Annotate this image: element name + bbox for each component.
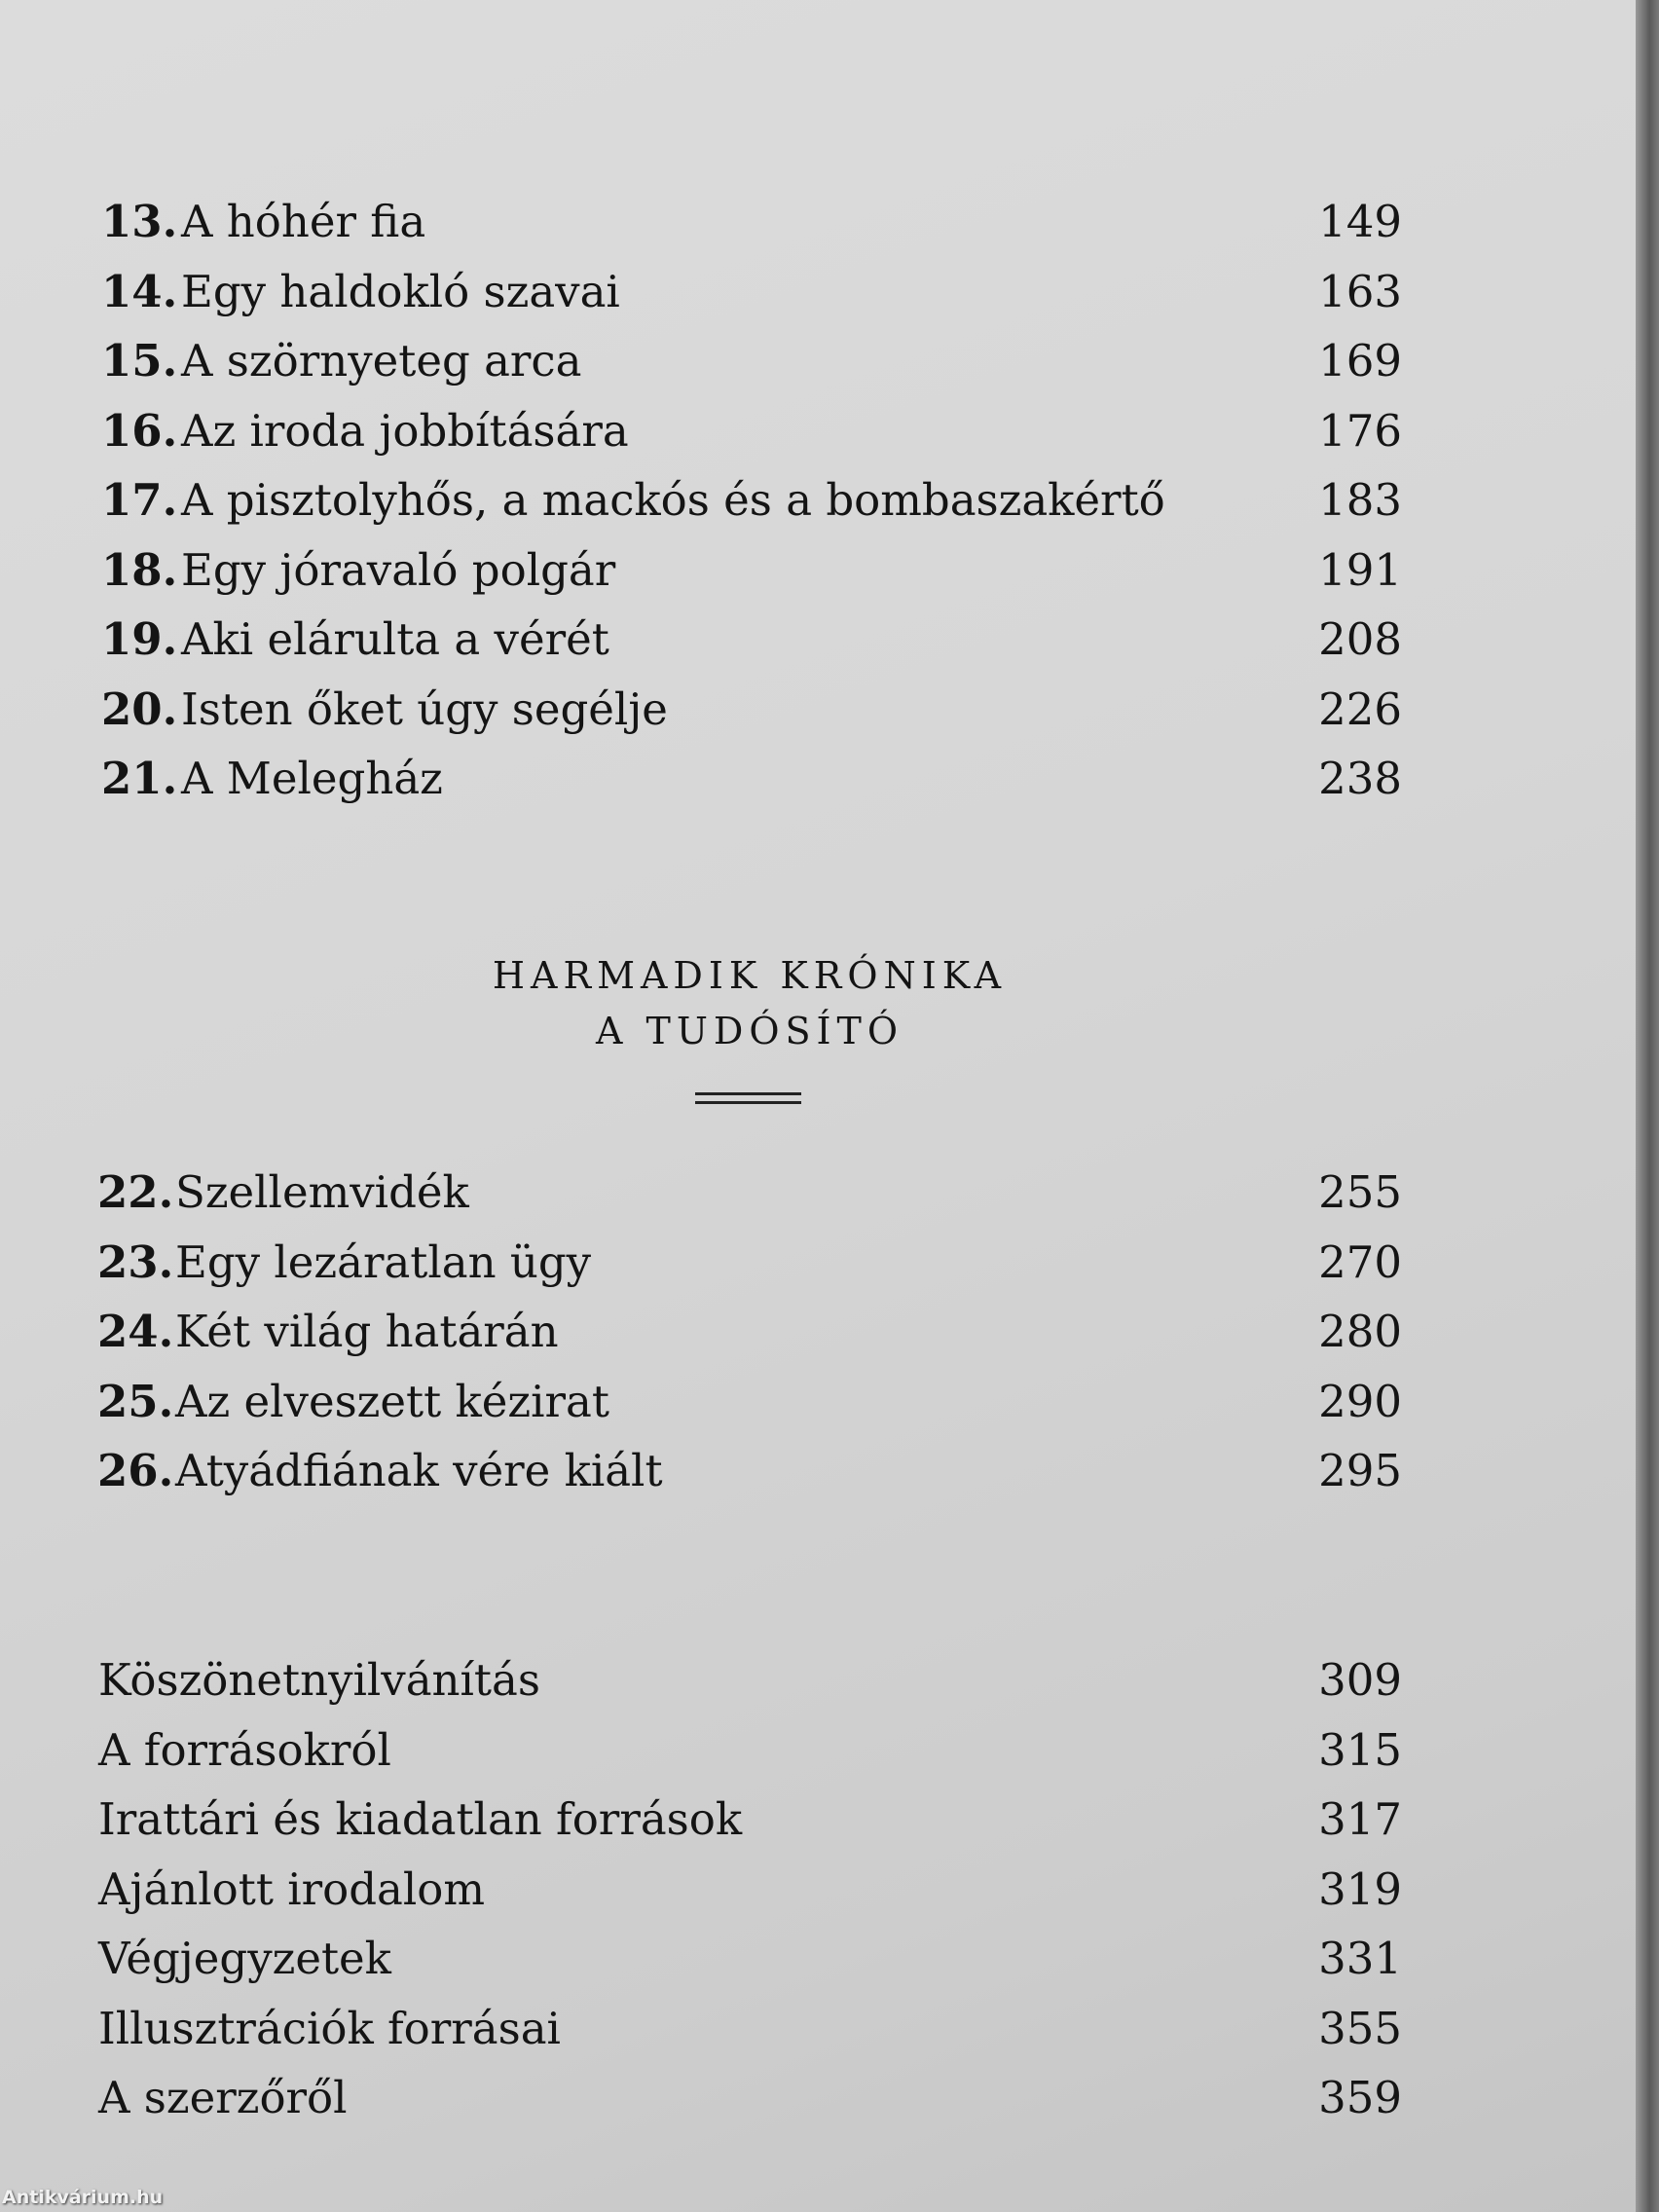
toc-entry — [0, 1924, 1659, 1994]
toc-entry-title: Két világ határán — [175, 1306, 559, 1357]
toc-entry-title: Végjegyzetek — [98, 1933, 391, 1984]
toc-entry — [0, 605, 1659, 675]
toc-back-matter — [0, 1645, 1659, 2133]
toc-entry-number: 14. — [101, 265, 178, 317]
toc-entry — [0, 1436, 1659, 1506]
toc-entry — [0, 1645, 1659, 1715]
toc-entry-number: 24. — [97, 1306, 174, 1357]
toc-entry — [0, 1715, 1659, 1786]
toc-entry-title: Az iroda jobbítására — [181, 404, 629, 457]
toc-entry-title: Egy lezáratlan ügy — [175, 1235, 592, 1288]
toc-entry — [0, 1994, 1659, 2064]
toc-entry-title: Egy jóravaló polgár — [181, 543, 616, 596]
toc-entry-title: A Melegház — [181, 753, 443, 804]
toc-entry-number: 15. — [101, 335, 178, 387]
toc-entry — [0, 1367, 1659, 1437]
toc-section-third-chronicle — [0, 1158, 1659, 1506]
toc-entry-page: 295 — [1318, 1445, 1402, 1496]
double-rule-top — [695, 1092, 801, 1095]
toc-entry — [0, 326, 1659, 396]
toc-entry-title: Irattári és kiadatlan források — [98, 1793, 743, 1845]
toc-entry — [0, 675, 1659, 745]
toc-entry-title: Illusztrációk forrásai — [98, 2002, 561, 2054]
toc-entry-page: 355 — [1318, 2002, 1402, 2054]
toc-entry-page: 176 — [1318, 404, 1402, 457]
toc-entry-title: A szörnyeteg arca — [181, 335, 582, 387]
toc-entry-page: 163 — [1318, 265, 1402, 317]
toc-entry-title: Egy haldokló szavai — [181, 265, 620, 317]
toc-entry-title: Az elveszett kézirat — [175, 1375, 609, 1427]
toc-entry-title: Isten őket úgy segélje — [181, 682, 668, 735]
toc-entry — [0, 257, 1659, 327]
toc-entry-number: 26. — [97, 1445, 174, 1496]
toc-entry-number: 18. — [101, 543, 178, 596]
toc-entry-page: 319 — [1318, 1862, 1402, 1915]
toc-entry-number: 20. — [101, 682, 178, 735]
toc-entry-number: 25. — [97, 1375, 174, 1427]
toc-entry-number: 21. — [101, 753, 178, 804]
part-heading-line1: HARMADIK KRÓNIKA — [492, 954, 1008, 997]
toc-entry-title: Ajánlott irodalom — [98, 1862, 486, 1915]
toc-entry-page: 255 — [1318, 1166, 1402, 1218]
toc-entry — [0, 744, 1659, 814]
toc-entry-number: 22. — [97, 1166, 174, 1218]
toc-entry-page: 309 — [1318, 1654, 1402, 1706]
toc-entry — [0, 1855, 1659, 1925]
toc-entry-title: A szerzőről — [98, 2072, 348, 2123]
double-rule-bottom — [695, 1101, 801, 1104]
toc-entry-number: 16. — [101, 404, 178, 457]
toc-entry — [0, 1297, 1659, 1367]
toc-entry-number: 23. — [97, 1235, 174, 1288]
toc-entry-number: 19. — [101, 613, 178, 665]
toc-entry — [0, 1785, 1659, 1855]
toc-entry-page: 317 — [1318, 1793, 1402, 1845]
toc-entry — [0, 1158, 1659, 1228]
toc-entry-page: 183 — [1318, 474, 1402, 526]
toc-entry-page: 191 — [1318, 543, 1402, 596]
toc-entry-title: Aki elárulta a vérét — [181, 613, 609, 665]
toc-entry — [0, 535, 1659, 606]
toc-section-second-chronicle — [0, 187, 1659, 814]
toc-entry-page: 270 — [1318, 1235, 1402, 1288]
toc-entry-title: A pisztolyhős, a mackós és a bombaszakértő — [181, 474, 1165, 526]
watermark: Antikvárium.hu — [2, 2187, 164, 2208]
part-heading-line2: A TUDÓSÍTÓ — [595, 1010, 904, 1052]
toc-entry-page: 149 — [1318, 196, 1402, 247]
toc-entry — [0, 396, 1659, 466]
toc-entry-title: Köszönetnyilvánítás — [98, 1654, 540, 1706]
toc-entry-number: 13. — [101, 196, 178, 247]
toc-entry-page: 315 — [1318, 1723, 1402, 1776]
toc-entry-page: 169 — [1318, 335, 1402, 387]
toc-entry-number: 17. — [101, 474, 178, 526]
toc-entry — [0, 2063, 1659, 2133]
toc-entry-page: 238 — [1318, 753, 1402, 804]
toc-entry — [0, 187, 1659, 257]
toc-entry-page: 331 — [1318, 1933, 1402, 1984]
toc-entry-title: Atyádfiának vére kiált — [175, 1445, 663, 1496]
toc-entry — [0, 465, 1659, 535]
toc-entry-page: 208 — [1318, 613, 1402, 665]
toc-entry-title: Szellemvidék — [175, 1166, 469, 1218]
toc-entry-title: A hóhér fia — [181, 196, 426, 247]
toc-entry — [0, 1228, 1659, 1298]
toc-entry-page: 359 — [1318, 2072, 1402, 2123]
toc-entry-title: A forrásokról — [98, 1723, 391, 1776]
toc-entry-page: 226 — [1318, 682, 1402, 735]
toc-entry-page: 280 — [1318, 1306, 1402, 1357]
toc-entry-page: 290 — [1318, 1375, 1402, 1427]
